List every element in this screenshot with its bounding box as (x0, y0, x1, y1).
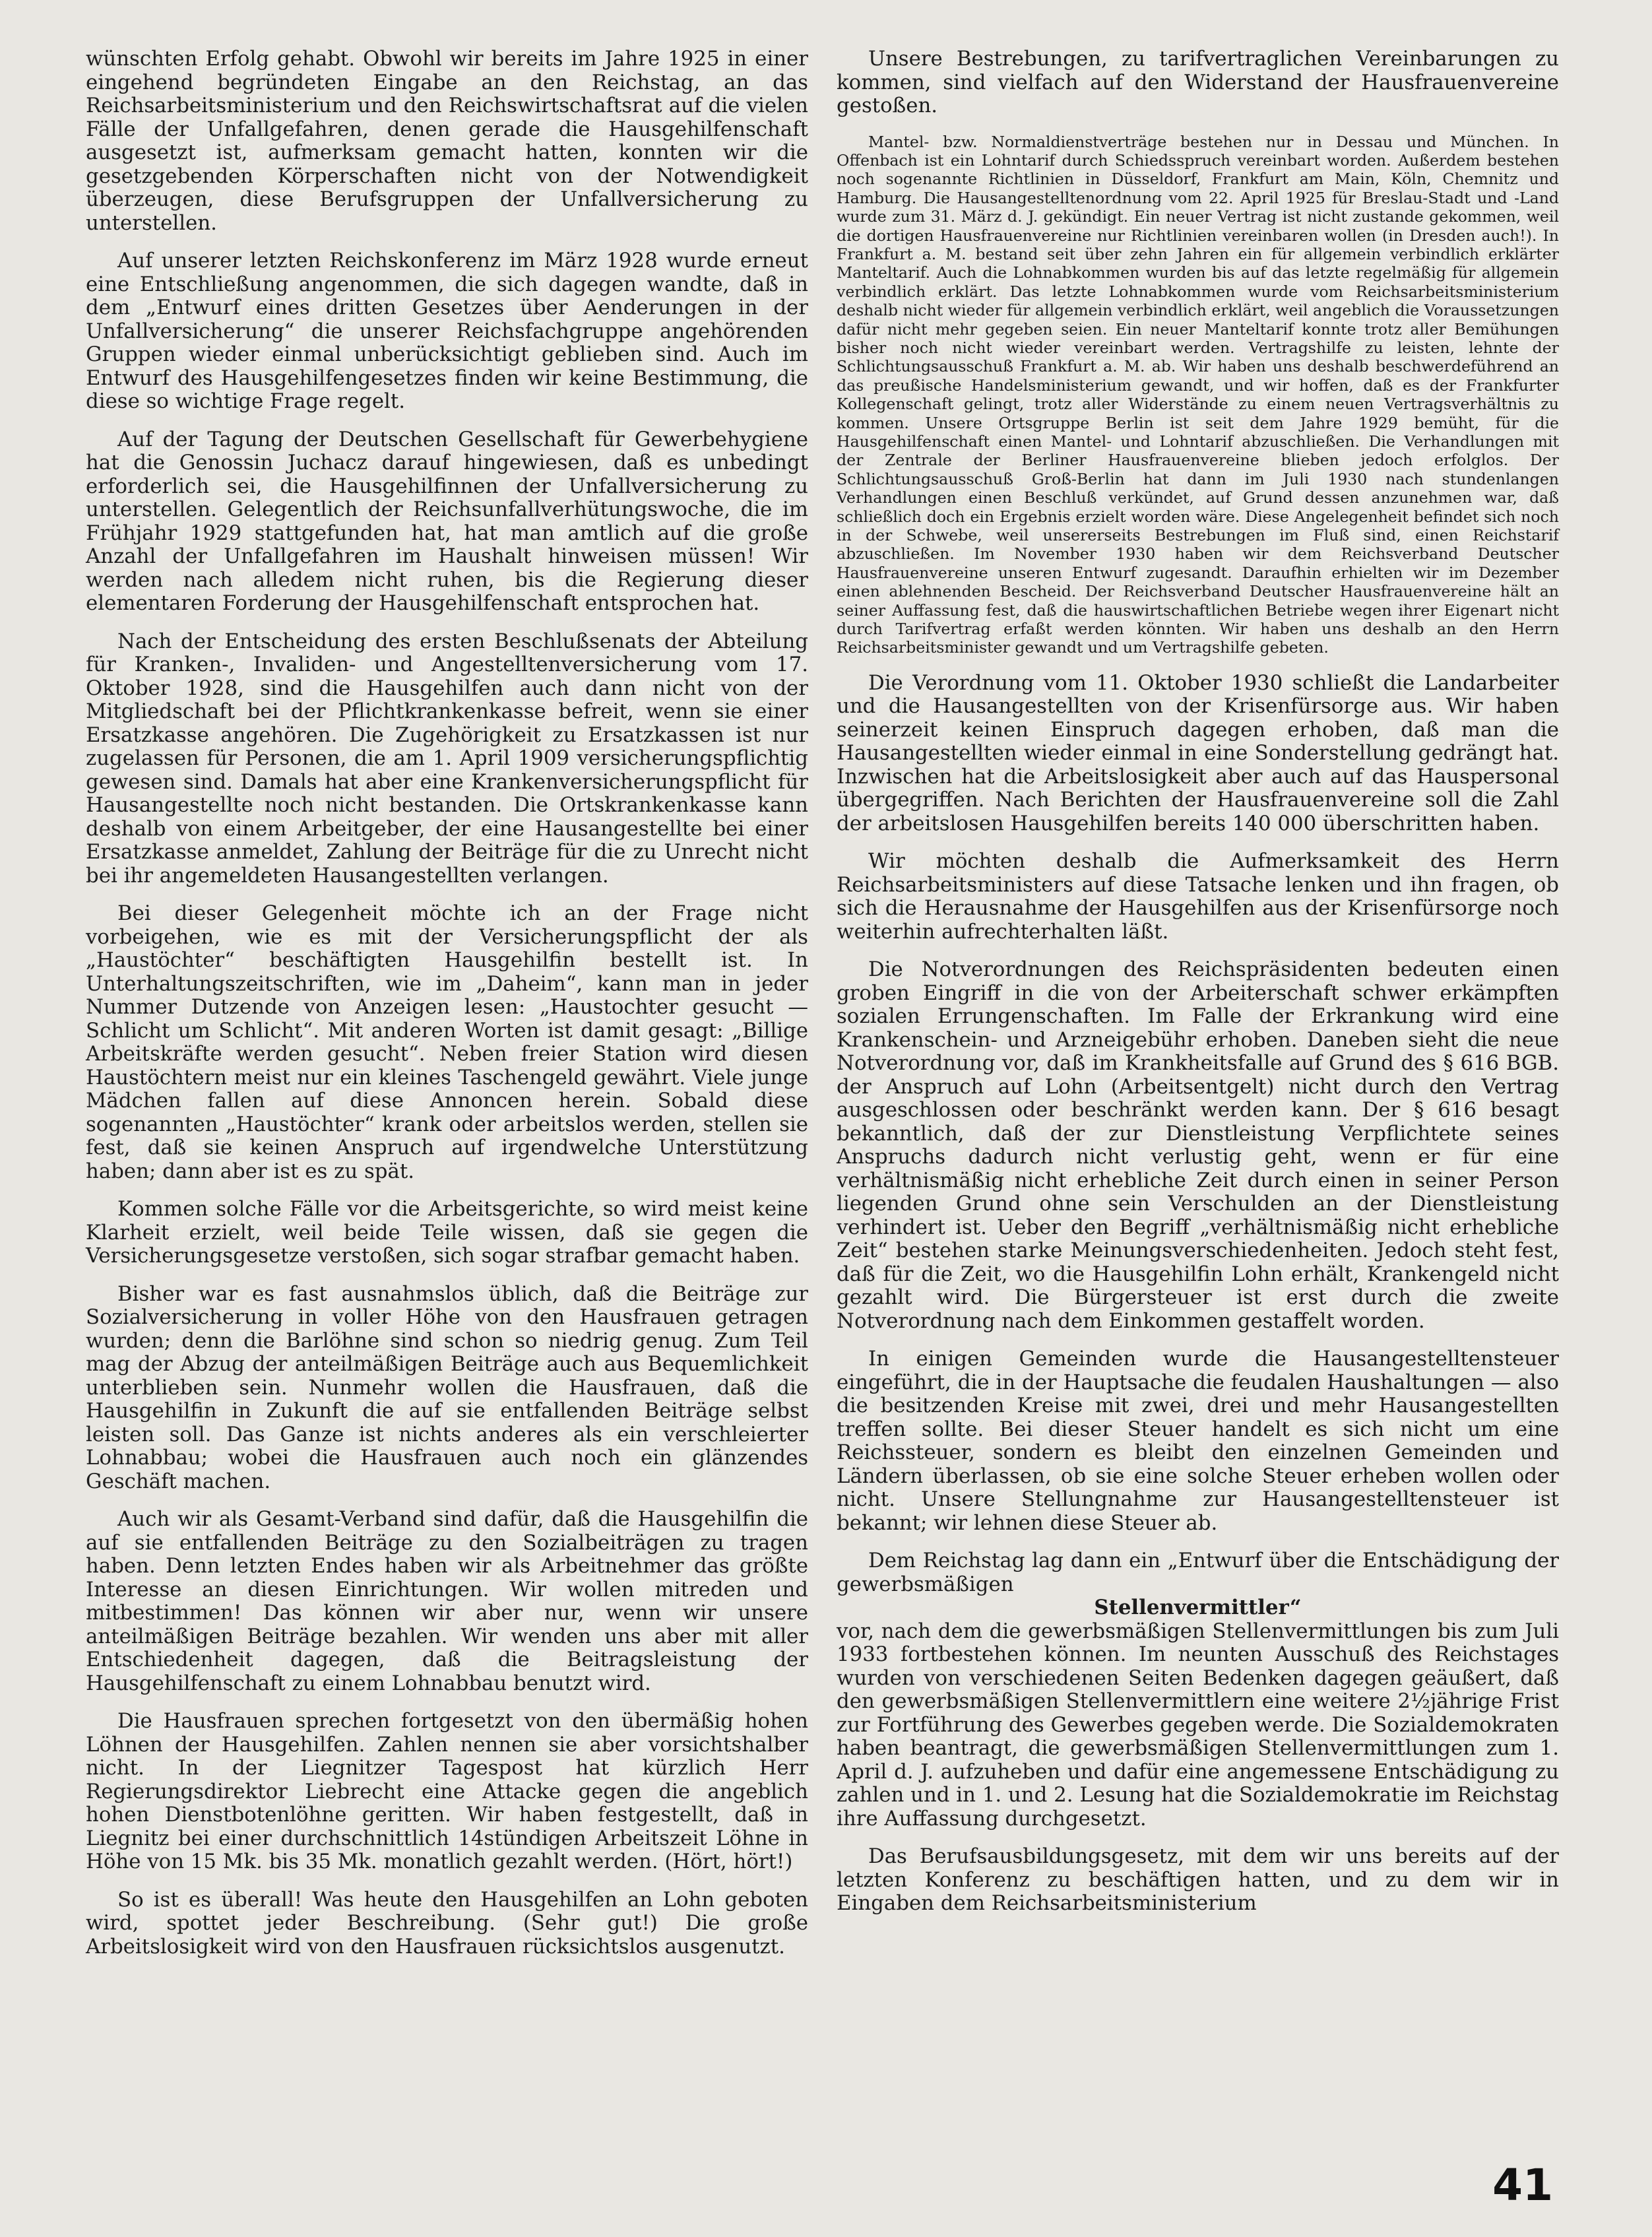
left-column (86, 48, 808, 1973)
right-column (837, 48, 1559, 1930)
paragraph: Bei dieser Gelegenheit möchte ich an der Frage nicht vorbeigehen, wie es mit der Versicherungspflicht der als „Haustöchter“ beschäftigten Hausgehilfin bestellt ist. In Unterhaltungszeitschriften, wie im „Daheim“, kann man in jeder Nummer Dutzende von Anzeigen lesen: „Haustochter gesucht — Schlicht um Schlicht“. Mit anderen Worten ist damit gesagt: „Billige Arbeitskräfte werden gesucht“. Neben freier Station wird diesen Haustöchtern meist nur ein kleines Taschengeld gewährt. Viele junge Mädchen fallen auf diese Annoncen herein. Sobald diese sogenannten „Haustöchter“ krank oder arbeitslos werden, stellen sie fest, daß sie keinen Anspruch auf irgendwelche Unterstützung haben; dann aber ist es zu spät. (86, 901, 808, 1183)
paragraph: Nach der Entscheidung des ersten Beschlußsenats der Abteilung für Kranken-, Invaliden- und Angestelltenversicherung vom 17. Oktober 1928, sind die Hausgehilfen auch dann nicht von der Mitgliedschaft bei der Pflichtkrankenkasse befreit, wenn sie einer Ersatzkasse angehören. Die Zugehörigkeit zu Ersatzkassen ist nur zugelassen für Personen, die am 1. April 1909 versicherungspflichtig gewesen sind. Damals hat aber eine Krankenversicherungspflicht für Hausangestellte noch nicht bestanden. Die Ortskrankenkasse kann deshalb von einem Arbeitgeber, der eine Hausangestellte bei einer Ersatzkasse anmeldet, Zahlung der Beiträge für die zu Unrecht nicht bei ihr angemeldeten Hausangestellten verlangen. (86, 629, 808, 888)
paragraph: Unsere Bestrebungen, zu tarifvertraglichen Vereinbarungen zu kommen, sind vielfach auf den Widerstand der Hausfrauenvereine gestoßen. (837, 47, 1559, 117)
paragraph: Kommen solche Fälle vor die Arbeitsgerichte, so wird meist keine Klarheit erzielt, weil beide Teile wissen, daß sie gegen die Versicherungsgesetze verstoßen, sich sogar strafbar gemacht haben. (86, 1197, 808, 1268)
paragraph: Auf der Tagung der Deutschen Gesellschaft für Gewerbehygiene hat die Genossin Juchacz darauf hingewiesen, daß es unbedingt erforderlich sei, die Hausgehilfinnen der Unfallversicherung zu unterstellen. Gelegentlich der Reichsunfallverhütungswoche, die im Frühjahr 1929 stattgefunden hat, hat man amtlich auf die große Anzahl der Unfallgefahren im Haushalt hinweisen müssen! Wir werden nach alledem nicht ruhen, bis die Regierung dieser elementaren Forderung der Hausgehilfenschaft entsprochen hat. (86, 427, 808, 615)
paragraph: Dem Reichstag lag dann ein „Entwurf über die Entschädigung der gewerbsmäßigen (837, 1549, 1559, 1596)
paragraph: In einigen Gemeinden wurde die Hausangestelltensteuer eingeführt, die in der Hauptsache die feudalen Haushaltungen — also die besitzenden Kreise mit zwei, drei und mehr Hausangestellten treffen sollte. Bei dieser Steuer handelt es sich nicht um eine Reichssteuer, sondern es bleibt den einzelnen Gemeinden und Ländern überlassen, ob sie eine solche Steuer erheben wollen oder nicht. Unsere Stellungnahme zur Hausangestelltensteuer ist bekannt; wir lehnen diese Steuer ab. (837, 1347, 1559, 1535)
paragraph: Die Notverordnungen des Reichspräsidenten bedeuten einen groben Eingriff in die von der Arbeiterschaft schwer erkämpften sozialen Errungenschaften. Im Falle der Erkrankung wird eine Krankenschein- und Arzneigebühr erhoben. Daneben sieht die neue Notverordnung vor, daß im Krankheitsfalle auf Grund des § 616 BGB. der Anspruch auf Lohn (Arbeitsentgelt) nicht durch den Vertrag ausgeschlossen oder beschränkt werden kann. Der § 616 besagt bekanntlich, daß der zur Dienstleistung Verpflichtete seines Anspruchs dadurch nicht verlustig geht, wenn er für eine verhältnismäßig nicht erhebliche Zeit durch einen in seiner Person liegenden Grund ohne sein Verschulden an der Dienstleistung verhindert ist. Ueber den Begriff „verhältnismäßig nicht erhebliche Zeit“ bestehen starke Meinungsverschiedenheiten. Jedoch steht fest, daß für die Zeit, wo die Hausgehilfin Lohn erhält, Krankengeld nicht gezahlt wird. Die Bürgersteuer ist erst durch die zweite Notverordnung nach dem Einkommen gestaffelt worden. (837, 957, 1559, 1333)
paragraph: Die Hausfrauen sprechen fortgesetzt von den übermäßig hohen Löhnen der Hausgehilfen. Zahlen nennen sie aber vorsichtshalber nicht. In der Liegnitzer Tagespost hat kürzlich Herr Regierungsdirektor Liebrecht eine Attacke gegen die angeblich hohen Dienstbotenlöhne geritten. Wir haben festgestellt, daß in Liegnitz bei einer durchschnittlich 14stündigen Arbeitszeit Löhne in Höhe von 15 Mk. bis 35 Mk. monatlich gezahlt werden. (Hört, hört!) (86, 1709, 808, 1873)
paragraph: Auch wir als Gesamt-Verband sind dafür, daß die Hausgehilfin die auf sie entfallenden Beiträge zu den Sozialbeiträgen zu tragen haben. Denn letzten Endes haben wir als Arbeitnehmer das größte Interesse an diesen Einrichtungen. Wir wollen mitreden und mitbestimmen! Das können wir aber nur, wenn wir unsere anteilmäßigen Beiträge bezahlen. Wir wenden uns aber mit aller Entschiedenheit dagegen, daß die Beitragsleistung der Hausgehilfenschaft zu einem Lohnabbau benutzt wird. (86, 1507, 808, 1695)
paragraph: vor, nach dem die gewerbsmäßigen Stellenvermittlungen bis zum Juli 1933 fortbestehen können. Im neunten Ausschuß des Reichstages wurden von verschiedenen Seiten Bedenken dagegen geäußert, daß den gewerbsmäßigen Stellenvermittlern eine weitere 2½jährige Frist zur Fortführung des Gewerbes gegeben werde. Die Sozialdemokraten haben beantragt, die gewerbsmäßigen Stellenvermittlungen zum 1. April d. J. aufzuheben und dafür eine angemessene Entschädigung zu zahlen und in 1. und 2. Lesung hat die Sozialdemokratie im Reichstag ihre Auffassung durchgesetzt. (837, 1619, 1559, 1831)
section-heading: Stellenvermittler“ (1094, 1596, 1302, 1620)
paragraph: Auf unserer letzten Reichskonferenz im März 1928 wurde erneut eine Entschließung angenommen, die sich dagegen wandte, daß in dem „Entwurf eines dritten Gesetzes über Aenderungen in der Unfallversicherung“ die unserer Reichsfachgruppe angehörenden Gruppen wieder einmal unberücksichtigt geblieben sind. Auch im Entwurf des Hausgehilfengesetzes finden wir keine Bestimmung, die diese so wichtige Frage regelt. (86, 249, 808, 413)
paragraph: wünschten Erfolg gehabt. Obwohl wir bereits im Jahre 1925 in einer eingehend begründeten Eingabe an den Reichstag, an das Reichsarbeitsministerium und den Reichswirtschaftsrat auf die vielen Fälle der Unfallgefahren, denen gerade die Hausgehilfenschaft ausgesetzt ist, aufmerksam gemacht hatten, konnten wir die gesetzgebenden Körperschaften nicht von der Notwendigkeit überzeugen, diese Berufsgruppen der Unfallversicherung zu unterstellen. (86, 47, 808, 235)
paragraph: Wir möchten deshalb die Aufmerksamkeit des Herrn Reichsarbeitsministers auf diese Tatsache lenken und ihn fragen, ob sich die Herausnahme der Hausgehilfen aus der Krisenfürsorge noch weiterhin aufrechterhalten läßt. (837, 849, 1559, 944)
small-print-block: Mantel- bzw. Normaldienstverträge bestehen nur in Dessau und München. In Offenbach ist ein Lohntarif durch Schiedsspruch vereinbart worden. Außerdem bestehen noch sogenannte Richtlinien in Düsseldorf, Frankfurt am Main, Köln, Chemnitz und Hamburg. Die Hausangestelltenordnung vom 22. April 1925 für Breslau-Stadt und -Land wurde zum 31. März d. J. gekündigt. Ein neuer Vertrag ist nicht zustande gekommen, weil die dortigen Hausfrauenvereine nur Richtlinien vereinbaren wollen (in Dresden auch!). In Frankfurt a. M. bestand seit über zehn Jahren ein für allgemein verbindlich erklärter Manteltarif. Auch die Lohnabkommen wurden bis auf das letzte regelmäßig für allgemein verbindlich erklärt. Das letzte Lohnabkommen wurde vom Reichsarbeitsministerium deshalb nicht wieder für allgemein verbindlich erklärt, weil angeblich die Voraussetzungen dafür nicht mehr gegeben seien. Ein neuer Manteltarif konnte trotz aller Bemühungen bisher noch nicht wieder vereinbart werden. Vertragshilfe zu leisten, lehnte der Schlichtungsausschuß Frankfurt a. M. ab. Wir haben uns deshalb beschwerdeführend an das preußische Handelsministerium gewandt, und wir hoffen, daß es der Frankfurter Kollegenschaft gelingt, trotz aller Widerstände zu einem neuen Vertragsverhältnis zu kommen. Unsere Ortsgruppe Berlin ist seit dem Jahre 1929 bemüht, für die Hausgehilfenschaft einen Mantel- und Lohntarif abzuschließen. Die Verhandlungen mit der Zentrale der Berliner Hausfrauenvereine blieben jedoch erfolglos. Der Schlichtungsausschuß Groß-Berlin hat dann im Juli 1930 nach stundenlangen Verhandlungen einen Beschluß verkündet, auf Grund dessen anzunehmen war, daß schließlich doch ein Ergebnis erzielt worden wäre. Diese Angelegenheit befindet sich noch in der Schwebe, weil unsererseits Bestrebungen im Fluß sind, einen Reichstarif abzuschließen. Im November 1930 haben wir dem Reichsverband Deutscher Hausfrauenvereine unseren Entwurf zugesandt. Daraufhin erhielten wir im Dezember einen ablehnenden Bescheid. Der Reichsverband Deutscher Hausfrauenvereine hält an seiner Auffassung fest, daß die hauswirtschaftlichen Betriebe wegen ihrer Eigenart nicht durch Tarifvertrag erfaßt werden könnten. Wir haben uns deshalb an den Herrn Reichsarbeitsminister gewandt und um Vertragshilfe gebeten. (837, 132, 1559, 657)
paragraph: Bisher war es fast ausnahmslos üblich, daß die Beiträge zur Sozialversicherung in voller Höhe von den Hausfrauen getragen wurden; denn die Barlöhne sind schon so niedrig genug. Zum Teil mag der Abzug der anteilmäßigen Beiträge auch aus Bequemlichkeit unterblieben sein. Nunmehr wollen die Hausfrauen, daß die Hausgehilfin in Zukunft die auf sie entfallenden Beiträge selbst leisten soll. Das Ganze ist nichts anderes als ein verschleierter Lohnabbau; wobei die Hausfrauen auch noch ein glänzendes Geschäft machen. (86, 1281, 808, 1493)
paragraph: Die Verordnung vom 11. Oktober 1930 schließt die Landarbeiter und die Hausangestellten von der Krisenfürsorge aus. Wir haben seinerzeit keinen Einspruch dagegen erhoben, daß man die Hausangestellten wieder einmal in eine Sonderstellung gedrängt hat. Inzwischen hat die Arbeitslosigkeit aber auch auf das Hauspersonal übergegriffen. Nach Berichten der Hausfrauenvereine soll die Zahl der arbeitslosen Hausgehilfen bereits 140 000 überschritten haben. (837, 670, 1559, 835)
page-number: 41 (1492, 2160, 1553, 2211)
paragraph: So ist es überall! Was heute den Hausgehilfen an Lohn geboten wird, spottet jeder Beschreibung. (Sehr gut!) Die große Arbeitslosigkeit wird von den Hausfrauen rücksichtslos ausgenutzt. (86, 1887, 808, 1959)
paragraph: Das Berufsausbildungsgesetz, mit dem wir uns bereits auf der letzten Konferenz zu beschäftigen hatten, und zu dem wir in Eingaben dem Reichsarbeitsministerium (837, 1844, 1559, 1916)
